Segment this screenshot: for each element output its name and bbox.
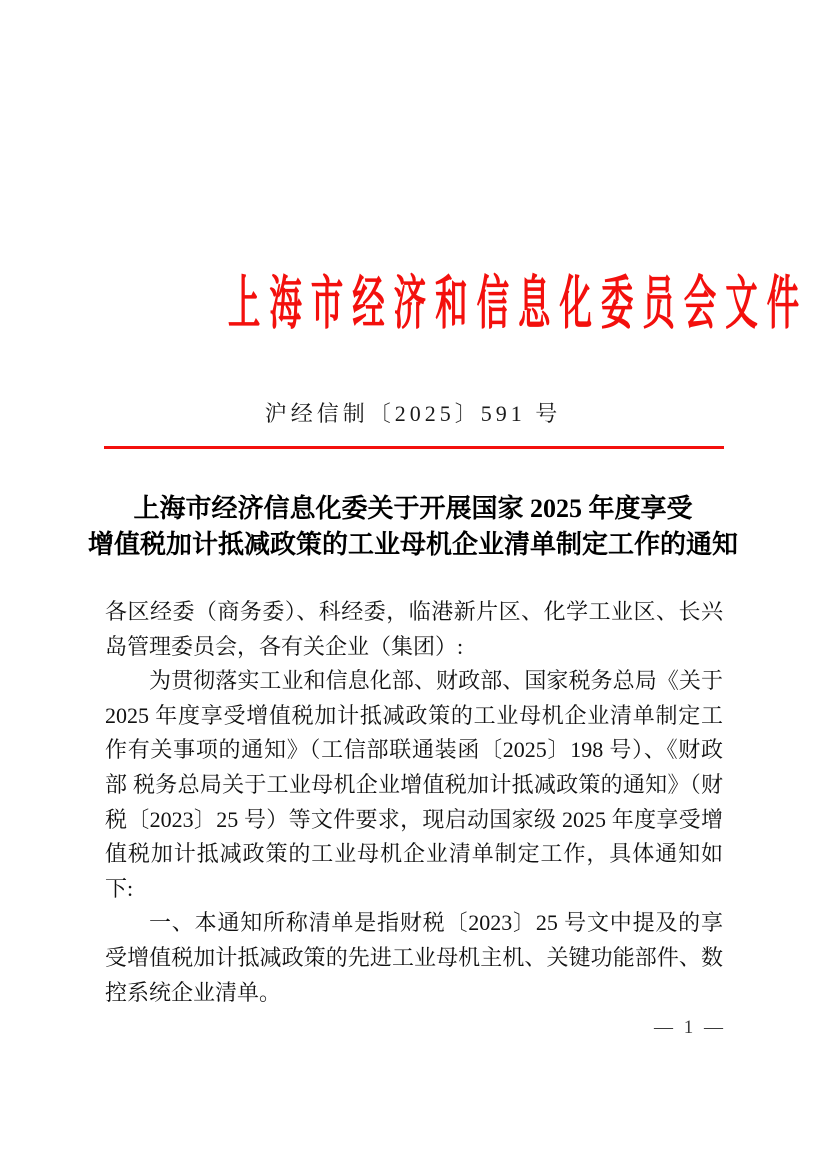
notice-title-line-1: 上海市经济信息化委关于开展国家 2025 年度享受 — [133, 494, 693, 523]
issuing-org-title: 上海市经济和信息化委员会文件 — [227, 271, 809, 336]
document-red-header — [0, 268, 826, 340]
body-paragraph: 为贯彻落实工业和信息化部、财政部、国家税务总局《关于 2025 年度享受增值税加计抵减政策的工业母机企业清单制定工作有关事项的通知》（工信部联通装函〔2025〕198 号）、《财政部 税务总局关于工业母机企业增值税加计抵减政策的通知》（财税〔2023〕25 号）等文件要求，现启动国家级 2025 年度享受增值税加计抵减政策的工业母机企业清单制定工作，具体通知如下: — [105, 668, 723, 901]
document-number: 沪经信制〔2025〕591 号 — [264, 401, 562, 426]
red-divider-line — [104, 446, 724, 449]
page-number: — 1 — — [654, 1017, 726, 1038]
notice-title — [0, 491, 826, 563]
notice-title-line-2: 增值税加计抵减政策的工业母机企业清单制定工作的通知 — [87, 530, 738, 559]
body-paragraph: 一、本通知所称清单是指财税〔2023〕25 号文中提及的享受增值税加计抵减政策的先进工业母机主机、关键功能部件、数控系统企业清单。 — [105, 910, 723, 1005]
notice-body — [105, 595, 723, 1010]
body-paragraph: 各区经委（商务委）、科经委，临港新片区、化学工业区、长兴岛管理委员会，各有关企业（集团）: — [105, 599, 723, 659]
